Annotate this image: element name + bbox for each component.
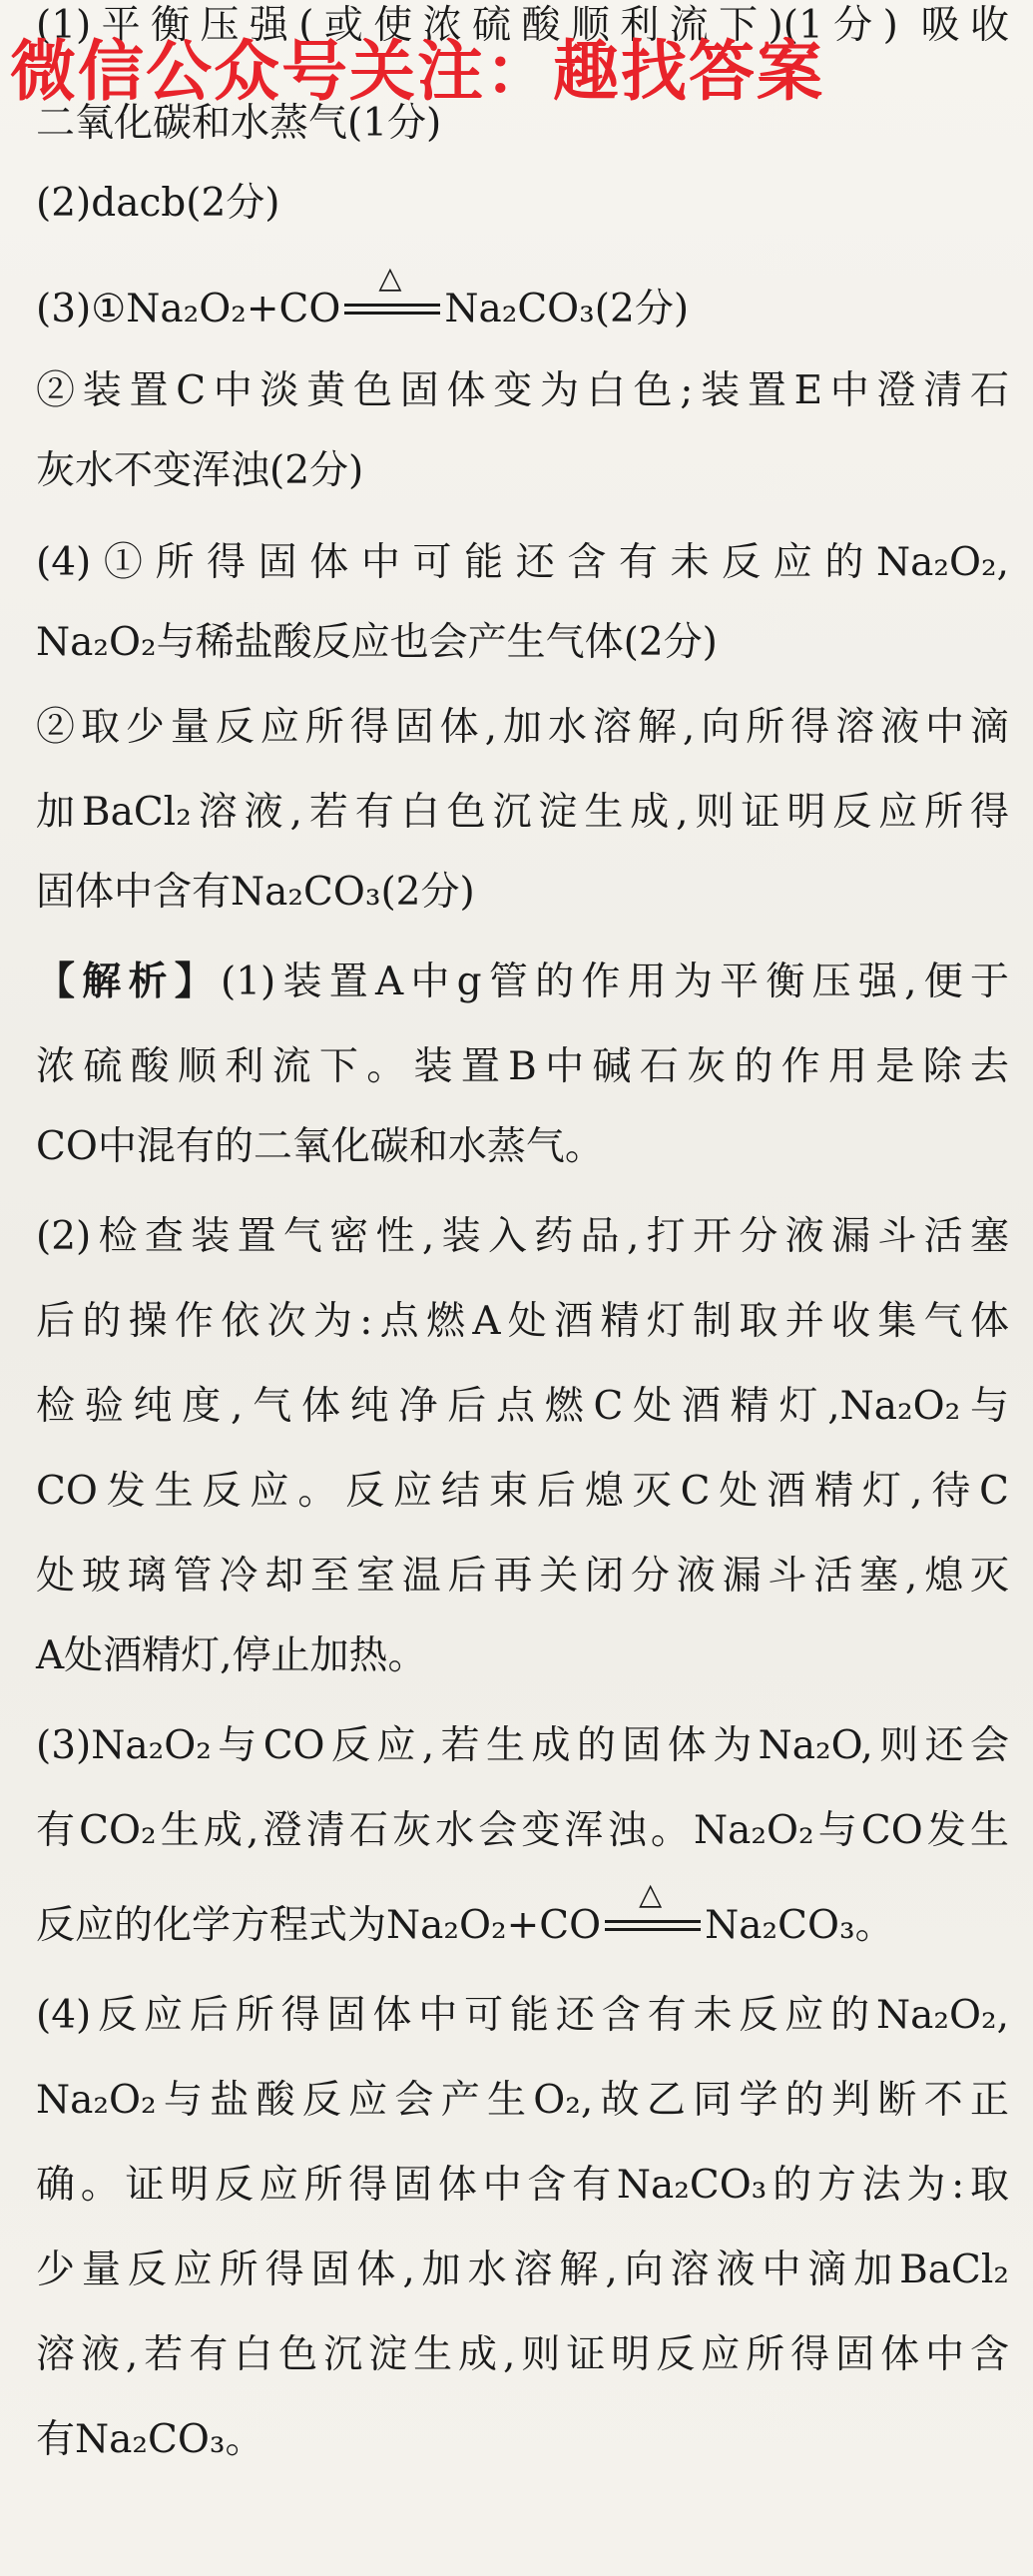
text-line: 有Na₂CO₃。 xyxy=(36,2417,264,2462)
watermark-banner: 微信公众号关注：趣找答案 xyxy=(10,33,824,110)
equation-reactants: (3)①Na₂O₂+CO xyxy=(36,287,341,331)
text-line: 二氧化碳和水蒸气(1分) xyxy=(36,101,442,146)
text-line: 后的操作依次为:点燃A处酒精灯制取并收集气体 xyxy=(36,1299,1009,1344)
heat-condition: △ xyxy=(378,261,402,296)
text-line: 少量反应所得固体,加水溶解,向溶液中滴加BaCl₂ xyxy=(36,2248,1009,2292)
text-line: 灰水不变浑浊(2分) xyxy=(36,448,364,493)
text-line: A处酒精灯,停止加热。 xyxy=(36,1633,427,1678)
text-line: 确。证明反应所得固体中含有Na₂CO₃的方法为:取 xyxy=(36,2163,1009,2208)
text-line: 浓硫酸顺利流下。装置B中碱石灰的作用是除去 xyxy=(36,1044,1009,1089)
text-line: CO发生反应。反应结束后熄灭C处酒精灯,待C xyxy=(36,1469,1009,1514)
heat-condition: △ xyxy=(639,1877,663,1912)
equation-reactants: 反应的化学方程式为Na₂O₂+CO xyxy=(36,1903,602,1948)
equals-heat-sign xyxy=(344,261,440,320)
equation-line-2 xyxy=(36,1877,1009,1950)
text-line xyxy=(36,959,1009,1006)
text-line: 有CO₂生成,澄清石灰水会变浑浊。Na₂O₂与CO发生 xyxy=(36,1808,1009,1853)
equation-end: 。 xyxy=(854,1903,894,1948)
text-line: (2)dacb(2分) xyxy=(36,181,280,226)
text-line: 检验纯度,气体纯净后点燃C处酒精灯,Na₂O₂与 xyxy=(36,1384,1009,1429)
text-line: 固体中含有Na₂CO₃(2分) xyxy=(36,870,475,915)
text-line: 溶液,若有白色沉淀生成,则证明反应所得固体中含 xyxy=(36,2332,1009,2377)
text-line: (2)检查装置气密性,装入药品,打开分液漏斗活塞 xyxy=(36,1214,1009,1259)
text-line: (3)Na₂O₂与CO反应,若生成的固体为Na₂O,则还会 xyxy=(36,1723,1009,1768)
text-line: (1)平衡压强(或使浓硫酸顺利流下)(1分) 吸收 xyxy=(36,3,1009,48)
text-line: ②取少量反应所得固体,加水溶解,向所得溶液中滴 xyxy=(36,705,1009,750)
equals-heat-sign xyxy=(605,1877,701,1936)
text-line: CO中混有的二氧化碳和水蒸气。 xyxy=(36,1124,604,1169)
text-line: 处玻璃管冷却至室温后再关闭分液漏斗活塞,熄灭 xyxy=(36,1554,1009,1599)
analysis-label: 【解析】 xyxy=(36,960,221,1004)
analysis-text: (1)装置A中g管的作用为平衡压强,便于 xyxy=(221,960,1009,1004)
text-line: (4)反应后所得固体中可能还含有未反应的Na₂O₂, xyxy=(36,1993,1009,2038)
equation-product: Na₂CO₃ xyxy=(705,1903,855,1948)
text-line: Na₂O₂与盐酸反应会产生O₂,故乙同学的判断不正 xyxy=(36,2078,1009,2123)
equation-line-1 xyxy=(36,261,1009,333)
equation-score: (2分) xyxy=(594,287,690,331)
text-line: ②装置C中淡黄色固体变为白色;装置E中澄清石 xyxy=(36,368,1009,413)
text-line: 加BaCl₂溶液,若有白色沉淀生成,则证明反应所得 xyxy=(36,790,1009,835)
text-line: (4)①所得固体中可能还含有未反应的Na₂O₂, xyxy=(36,540,1009,585)
text-line: Na₂O₂与稀盐酸反应也会产生气体(2分) xyxy=(36,620,718,665)
equation-product: Na₂CO₃ xyxy=(444,287,595,331)
